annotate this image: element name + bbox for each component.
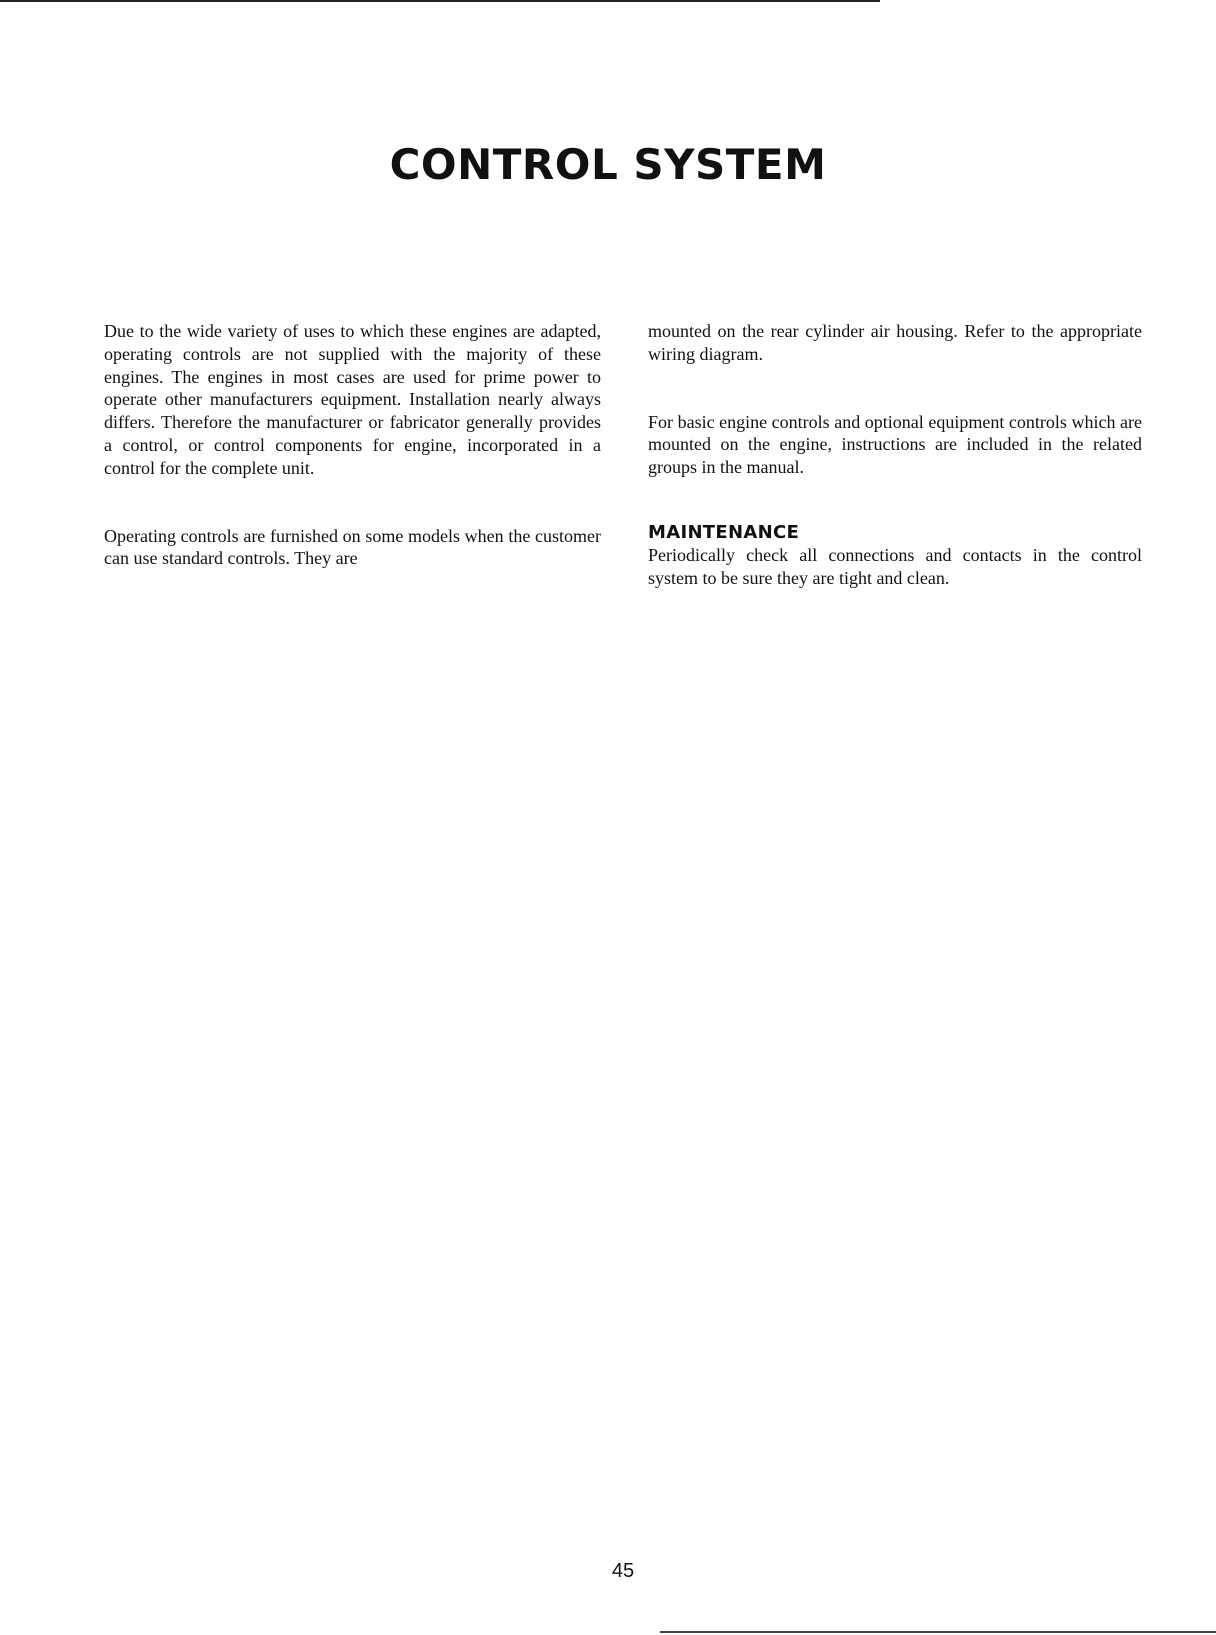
left-column <box>104 320 601 570</box>
maintenance-paragraph: Periodically check all connections and contacts in the control system to be sure they are tight and clean. <box>648 544 1142 588</box>
intro-paragraph: Due to the wide variety of uses to which these engines are adapted, operating controls are not supplied with the majority of these engines. The engines in most cases are used for prime power to operate other manufacturers equipment. Installation nearly always differs. Therefore the manufacturer or fabricator generally provides a control, or control components for engine, incorporated in a control for the complete unit. <box>104 321 601 478</box>
page-title: CONTROL SYSTEM <box>389 140 827 189</box>
page-number: 45 <box>611 1560 635 1582</box>
engine-controls-paragraph: For basic engine controls and optional equipment controls which are mounted on the engine, instructions are included in the related groups in the manual. <box>648 411 1142 478</box>
maintenance-heading: MAINTENANCE <box>648 521 800 543</box>
continuation-paragraph: mounted on the rear cylinder air housing. Refer to the appropriate wiring diagram. <box>648 321 1142 364</box>
top-border-rule <box>0 0 880 2</box>
operating-controls-paragraph: Operating controls are furnished on some models when the customer can use standard controls. They are <box>104 525 601 569</box>
right-column <box>648 320 1142 590</box>
bottom-border-rule <box>660 1631 1216 1633</box>
